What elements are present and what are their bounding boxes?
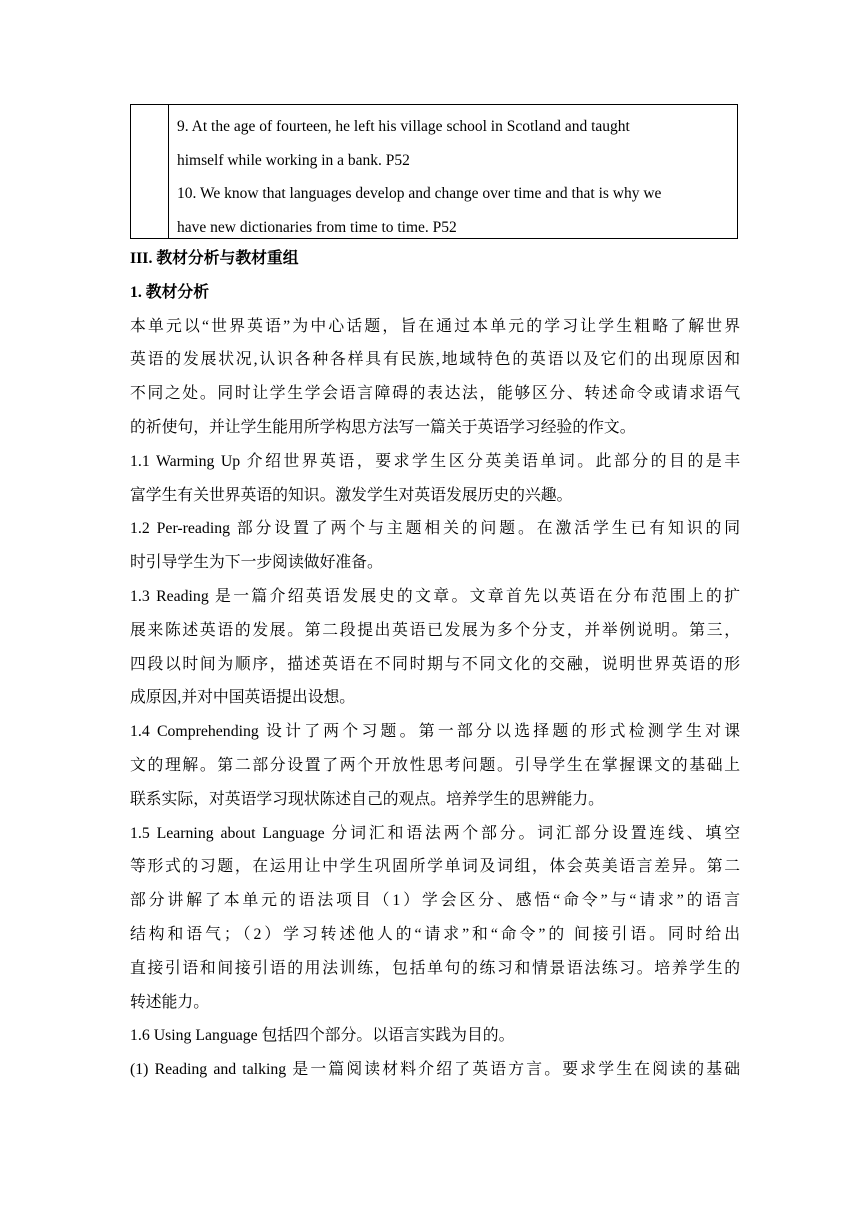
paragraph-line: 联系实际，对英语学习现状陈述自己的观点。培养学生的思辨能力。 <box>130 790 604 808</box>
paragraph-line: 1.1 Warming Up 介绍世界英语，要求学生区分英美语单词。此部分的目的是丰 <box>130 452 740 470</box>
body-content <box>130 242 740 1087</box>
paragraph-line: 1.6 Using Language 包括四个部分。以语言实践为目的。 <box>130 1027 515 1045</box>
paragraph-line: 1.4 Comprehending 设计了两个习题。第一部分以选择题的形式检测学生对课 <box>130 723 740 741</box>
paragraph-line: 等形式的习题，在运用让中学生巩固所学单词及词组，体会英美语言差异。第二 <box>130 858 740 876</box>
paragraph-line: 不同之处。同时让学生学会语言障碍的表达法，能够区分、转述命令或请求语气 <box>130 385 740 403</box>
table-text-cell <box>177 110 733 244</box>
paragraph-line: 成原因,并对中国英语提出设想。 <box>130 689 356 707</box>
sub-heading: 1. 教材分析 <box>130 283 209 301</box>
sentence-table <box>130 104 738 239</box>
paragraph-line: 转述能力。 <box>130 993 209 1011</box>
paragraph-line: 展来陈述英语的发展。第二段提出英语已发展为多个分支，并举例说明。第三， <box>130 621 740 639</box>
paragraph-line: 文的理解。第二部分设置了两个开放性思考问题。引导学生在掌握课文的基础上 <box>130 756 740 774</box>
table-line: himself while working in a bank. P52 <box>177 151 410 169</box>
paragraph-line: 1.3 Reading 是一篇介绍英语发展史的文章。文章首先以英语在分布范围上的扩 <box>130 587 740 605</box>
paragraph-line: 本单元以“世界英语”为中心话题，旨在通过本单元的学习让学生粗略了解世界 <box>130 317 740 335</box>
paragraph-line: (1) Reading and talking 是一篇阅读材料介绍了英语方言。要求学生在阅读的基础 <box>130 1061 740 1079</box>
paragraph-line: 部分讲解了本单元的语法项目（1）学会区分、感悟“命令”与“请求”的语言 <box>130 892 740 910</box>
table-line: 10. We know that languages develop and change over time and that is why we <box>177 185 662 202</box>
table-empty-column <box>131 105 169 238</box>
paragraph-line: 结构和语气；（2）学习转述他人的“请求”和“命令”的 间接引语。同时给出 <box>130 925 740 943</box>
paragraph-line: 四段以时间为顺序，描述英语在不同时期与不同文化的交融，说明世界英语的形 <box>130 655 740 673</box>
section-heading: III. 教材分析与教材重组 <box>130 250 299 267</box>
paragraph-line: 富学生有关世界英语的知识。激发学生对英语发展历史的兴趣。 <box>130 486 573 504</box>
paragraph-line: 1.2 Per-reading 部分设置了两个与主题相关的问题。在激活学生已有知识的同 <box>130 520 740 538</box>
table-line: have new dictionaries from time to time. P52 <box>177 218 457 236</box>
paragraph-line: 英语的发展状况,认识各种各样具有民族,地域特色的英语以及它们的出现原因和 <box>130 351 740 369</box>
table-line: 9. At the age of fourteen, he left his village school in Scotland and taught <box>177 118 630 135</box>
paragraph-line: 1.5 Learning about Language 分词汇和语法两个部分。词汇部分设置连线、填空 <box>130 824 740 842</box>
paragraph-line: 的祈使句，并让学生能用所学构思方法写一篇关于英语学习经验的作文。 <box>130 418 636 436</box>
paragraph-line: 时引导学生为下一步阅读做好准备。 <box>130 554 383 572</box>
paragraph-line: 直接引语和间接引语的用法训练，包括单句的练习和情景语法练习。培养学生的 <box>130 959 740 977</box>
